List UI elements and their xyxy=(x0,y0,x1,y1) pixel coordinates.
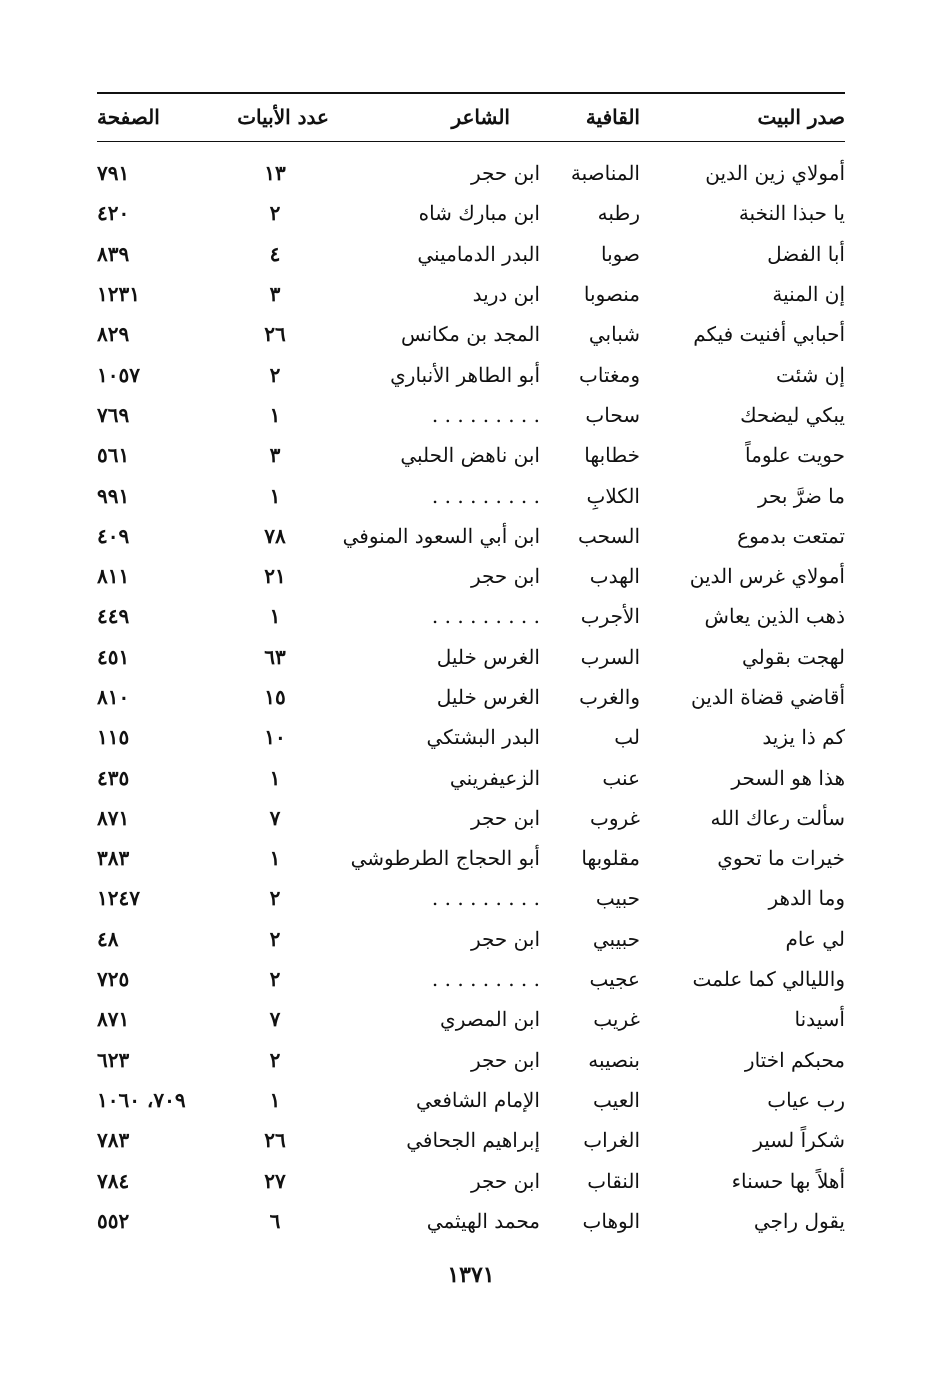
table-row xyxy=(97,798,845,838)
cell-verse-count: ٣ xyxy=(269,282,281,307)
cell-verse-opening: لي عام xyxy=(785,926,845,951)
table-row xyxy=(97,1080,845,1120)
cell-verse-count: ٦٣ xyxy=(264,644,286,669)
cell-verse-opening: والليالي كما علمت xyxy=(692,967,845,992)
cell-verse-opening: لهجت بقولي xyxy=(742,644,845,669)
cell-rhyme: منصوبا xyxy=(583,282,640,307)
cell-rhyme: عجيب xyxy=(589,967,640,992)
cell-verse-count: ٢١ xyxy=(264,564,286,589)
cell-verse-count: ٢٦ xyxy=(264,1128,286,1153)
cell-verse-count: ٤ xyxy=(269,241,281,266)
cell-rhyme: الغراب xyxy=(583,1128,640,1153)
table-row xyxy=(97,475,845,515)
cell-poet: المجد بن مكانس xyxy=(400,322,540,347)
cell-rhyme: ومغتاب xyxy=(579,362,640,387)
cell-verse-opening: حويت علوماً xyxy=(745,443,845,468)
cell-page: ٧٩١ xyxy=(97,161,130,186)
table-row xyxy=(97,919,845,959)
cell-rhyme: صوبا xyxy=(601,241,640,266)
cell-verse-count: ٢٧ xyxy=(264,1168,286,1193)
cell-rhyme: والغرب xyxy=(579,685,640,709)
cell-verse-opening: ذهب الذين يعاش xyxy=(704,604,845,629)
cell-poet: . . . . . . . . . xyxy=(431,967,540,992)
cell-poet: الإمام الشافعي xyxy=(416,1087,540,1112)
table-row xyxy=(97,1160,845,1200)
cell-poet: ابن دريد xyxy=(472,282,540,307)
cell-page: ٨٧١ xyxy=(97,805,130,830)
cell-rhyme: الهدب xyxy=(589,564,640,589)
cell-page: ٤٥١ xyxy=(97,644,130,669)
table-row xyxy=(97,556,845,596)
cell-verse-count: ٢ xyxy=(269,201,281,226)
cell-rhyme: سحاب xyxy=(585,402,640,427)
table-row xyxy=(97,959,845,999)
cell-rhyme: غروب xyxy=(590,805,640,830)
cell-verse-opening: وما الدهر xyxy=(768,886,845,911)
cell-verse-opening: أحبابي أفنيت فيكم xyxy=(693,322,845,347)
cell-verse-opening: رب عياب xyxy=(767,1087,845,1112)
table-row xyxy=(97,999,845,1039)
cell-poet: ابن مبارك شاه xyxy=(418,201,540,226)
cell-poet: البدر الدماميني xyxy=(417,241,540,266)
cell-page: ٤٤٩ xyxy=(97,604,130,629)
cell-verse-count: ٧ xyxy=(269,805,281,830)
table-row xyxy=(97,1040,845,1080)
cell-rhyme: رطبه xyxy=(597,201,640,226)
cell-poet: ابن حجر xyxy=(470,564,540,589)
table-row xyxy=(97,395,845,435)
cell-rhyme: مقلوبها xyxy=(581,846,640,871)
cell-poet: أبو الحجاج الطرطوشي xyxy=(350,846,540,871)
cell-poet: أبو الطاهر الأنباري xyxy=(390,362,540,387)
cell-poet: محمد الهيثمي xyxy=(426,1208,540,1233)
cell-verse-opening: أسيدنا xyxy=(794,1007,845,1032)
cell-verse-opening: محبكم اختار xyxy=(744,1047,845,1072)
cell-rhyme: الوهاب xyxy=(582,1208,640,1233)
cell-verse-opening: أقاضي قضاة الدين xyxy=(691,685,845,709)
table-row xyxy=(97,274,845,314)
cell-verse-opening: تمتعت بدموع xyxy=(737,523,845,548)
cell-poet: الغرس خليل xyxy=(436,685,540,709)
cell-poet: ابن حجر xyxy=(470,805,540,830)
table-row xyxy=(97,1201,845,1241)
table-header xyxy=(97,92,845,141)
cell-verse-count: ٢ xyxy=(269,886,281,911)
cell-page: ٥٦١ xyxy=(97,443,130,468)
cell-page: ٣٨٣ xyxy=(97,846,130,871)
cell-verse-count: ١ xyxy=(269,1087,281,1112)
cell-verse-opening: أمولاي غرس الدين xyxy=(689,564,845,589)
cell-verse-count: ١٣ xyxy=(264,161,286,186)
cell-verse-opening: إن المنية xyxy=(772,282,845,307)
table-row xyxy=(97,717,845,757)
cell-poet: . . . . . . . . . xyxy=(431,886,540,911)
cell-poet: . . . . . . . . . xyxy=(431,483,540,508)
cell-poet: ابن المصري xyxy=(440,1007,540,1032)
cell-verse-count: ٢ xyxy=(269,967,281,992)
cell-verse-opening: كم ذا يزيد xyxy=(762,725,845,750)
header-rhyme: القافية xyxy=(585,104,640,129)
table-row xyxy=(97,193,845,233)
cell-page: ٤٢٠ xyxy=(97,201,130,226)
cell-page: ١٠٥٧ xyxy=(97,362,140,387)
cell-verse-opening: إن شئت xyxy=(775,362,845,387)
cell-verse-count: ٧٨ xyxy=(264,523,286,548)
cell-verse-opening: هذا هو السحر xyxy=(731,765,845,790)
cell-page: ٧٢٥ xyxy=(97,967,130,992)
cell-poet: . . . . . . . . . xyxy=(431,402,540,427)
cell-page: ١١٥ xyxy=(97,725,130,750)
cell-verse-count: ٧ xyxy=(269,1007,281,1032)
cell-verse-opening: يا حبذا النخبة xyxy=(738,201,845,226)
cell-page: ٨٧١ xyxy=(97,1007,130,1032)
table-row xyxy=(97,596,845,636)
cell-verse-count: ١٥ xyxy=(264,685,286,709)
cell-rhyme: خطابها xyxy=(584,443,640,468)
cell-poet: الغرس خليل xyxy=(436,644,540,669)
cell-poet: ابن حجر xyxy=(470,161,540,186)
cell-page: ٤٠٩ xyxy=(97,523,130,548)
cell-verse-count: ١ xyxy=(269,846,281,871)
cell-rhyme: الأجرب xyxy=(580,604,640,629)
cell-page: ٤٣٥ xyxy=(97,765,130,790)
cell-page: ٧٨٣ xyxy=(97,1128,130,1153)
cell-verse-count: ١ xyxy=(269,604,281,629)
table-row xyxy=(97,878,845,918)
cell-verse-count: ١٠ xyxy=(264,725,286,750)
cell-verse-opening: يبكي ليضحك xyxy=(740,402,845,427)
cell-rhyme: غريب xyxy=(593,1007,640,1032)
cell-rhyme: الكلابِ xyxy=(586,483,640,508)
cell-poet: ابن ناهض الحلبي xyxy=(400,443,540,468)
table-row xyxy=(97,516,845,556)
cell-page: ٩٩١ xyxy=(97,483,130,508)
cell-verse-opening: أمولاي زين الدين xyxy=(705,161,845,186)
table-row xyxy=(97,234,845,274)
cell-page: ٦٢٣ xyxy=(97,1047,130,1072)
cell-verse-opening: خيرات ما تحوي xyxy=(717,846,845,871)
cell-poet: ابن حجر xyxy=(470,1047,540,1072)
table-row xyxy=(97,677,845,717)
cell-verse-opening: سألت رعاك الله xyxy=(710,805,845,830)
cell-poet: ابن حجر xyxy=(470,1168,540,1193)
table-row xyxy=(97,153,845,193)
cell-rhyme: عنب xyxy=(602,765,640,790)
cell-poet: الزعيفريني xyxy=(449,765,540,790)
cell-verse-count: ١ xyxy=(269,483,281,508)
cell-rhyme: المناصبة xyxy=(570,161,640,186)
cell-poet: ابن حجر xyxy=(470,926,540,951)
cell-page: ٨١٠ xyxy=(97,685,130,709)
cell-verse-count: ١ xyxy=(269,402,281,427)
cell-verse-count: ١ xyxy=(269,765,281,790)
table-row xyxy=(97,314,845,354)
cell-verse-opening: شكراً لسير xyxy=(753,1128,845,1153)
cell-poet: إبراهيم الجحافي xyxy=(406,1128,540,1153)
cell-verse-count: ٣ xyxy=(269,443,281,468)
cell-rhyme: شبابي xyxy=(588,322,640,347)
cell-rhyme: النقاب xyxy=(587,1168,640,1193)
cell-page: ٧٦٩ xyxy=(97,402,130,427)
cell-verse-opening: يقول راجي xyxy=(753,1208,845,1233)
cell-rhyme: حبيبي xyxy=(592,926,640,951)
cell-rhyme: السرب xyxy=(580,644,640,669)
cell-verse-count: ٢ xyxy=(269,362,281,387)
cell-verse-count: ٢ xyxy=(269,1047,281,1072)
cell-verse-opening: أهلاً بها حسناء xyxy=(731,1168,845,1193)
cell-page: ٤٨ xyxy=(97,926,119,951)
cell-page: ٧٠٩، ١٠٦٠ xyxy=(97,1087,186,1112)
cell-page: ٨١١ xyxy=(97,564,130,589)
cell-page: ٥٥٢ xyxy=(97,1208,130,1233)
cell-verse-count: ٦ xyxy=(269,1208,281,1233)
cell-verse-opening: أبا الفضل xyxy=(767,241,845,266)
cell-verse-count: ٢٦ xyxy=(264,322,286,347)
cell-page: ٧٨٤ xyxy=(97,1168,130,1193)
cell-rhyme: العيب xyxy=(593,1087,640,1112)
cell-page: ١٢٤٧ xyxy=(97,886,140,911)
cell-poet: البدر البشتكي xyxy=(426,725,540,750)
poetry-index-table xyxy=(97,92,845,1241)
header-verse-count: عدد الأبيات xyxy=(237,104,329,129)
table-row xyxy=(97,354,845,394)
cell-rhyme: حبيب xyxy=(595,886,640,911)
cell-rhyme: لب xyxy=(614,725,640,750)
cell-poet: ابن أبي السعود المنوفي xyxy=(342,523,540,548)
cell-page: ٨٣٩ xyxy=(97,241,130,266)
table-row xyxy=(97,838,845,878)
page-number: ١٣٧١ xyxy=(447,1262,495,1288)
table-row xyxy=(97,757,845,797)
cell-page: ١٢٣١ xyxy=(97,282,140,307)
header-verse-opening: صدر البيت xyxy=(757,104,845,129)
cell-verse-count: ٢ xyxy=(269,926,281,951)
cell-rhyme: السحب xyxy=(577,523,640,548)
table-row xyxy=(97,1120,845,1160)
cell-verse-opening: ما ضرَّ بحر xyxy=(757,483,845,508)
table-body xyxy=(97,141,845,1241)
cell-poet: . . . . . . . . . xyxy=(431,604,540,629)
table-row xyxy=(97,637,845,677)
header-poet: الشاعر xyxy=(451,104,510,129)
cell-page: ٨٢٩ xyxy=(97,322,130,347)
table-row xyxy=(97,435,845,475)
cell-rhyme: بنصيبه xyxy=(588,1047,640,1072)
header-page: الصفحة xyxy=(97,104,160,129)
